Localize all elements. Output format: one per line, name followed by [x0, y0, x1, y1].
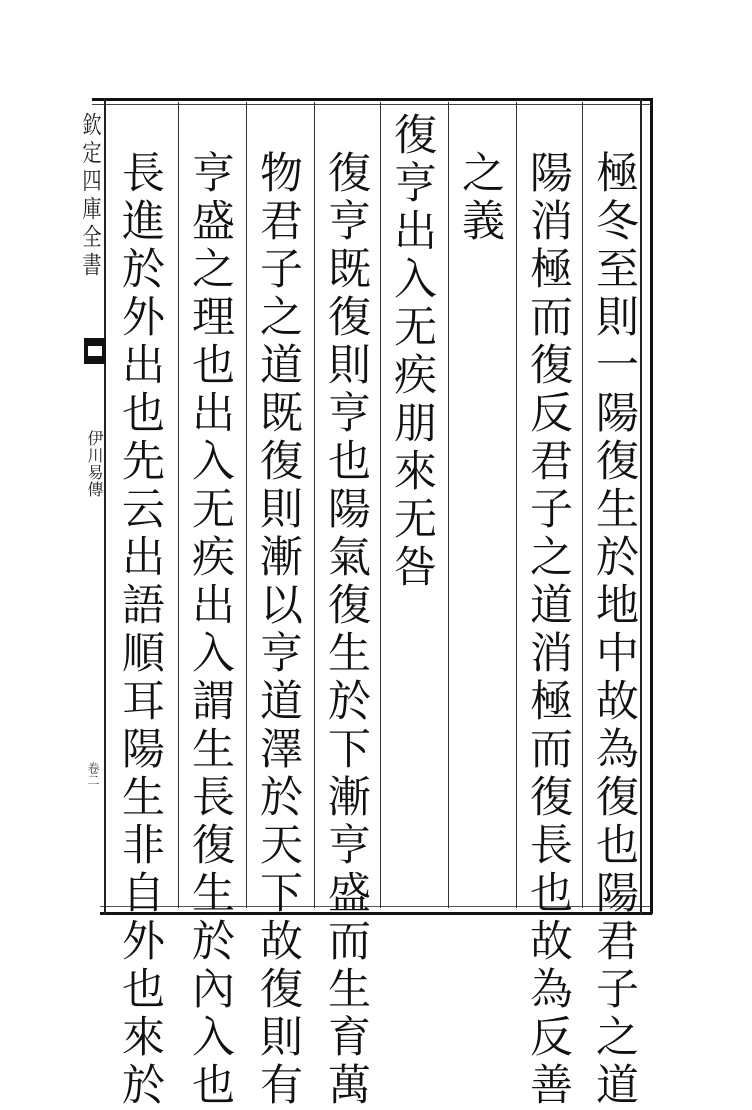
spine-volume-label: 卷二 [86, 762, 100, 786]
column-divider [314, 102, 315, 908]
column-divider [516, 102, 517, 908]
text-column-3: 之義 [455, 150, 505, 246]
top-border-rule [92, 98, 652, 101]
right-border-inner-rule [640, 98, 642, 914]
text-column-7: 亨盛之理也出入无疾出入謂生長復生於內入也 [185, 150, 235, 1110]
text-column-2: 陽消極而復反君子之道消極而復長也故為反善 [523, 150, 573, 1110]
column-divider [380, 102, 381, 908]
text-column-8: 長進於外出也先云出語順耳陽生非自外也來於 [115, 150, 165, 1110]
text-column-5: 復亨既復則亨也陽氣復生於下漸亨盛而生育萬 [321, 150, 371, 1110]
column-divider [582, 102, 583, 908]
text-column-6: 物君子之道既復則漸以亨道澤於天下故復則有 [253, 150, 303, 1110]
top-border-inner-rule [92, 104, 652, 105]
spine-collection-title: 欽定四庫全書 [78, 112, 102, 280]
spine-border-rule [104, 98, 106, 914]
column-divider [246, 102, 247, 908]
fish-tail-mark [84, 338, 106, 364]
spine-book-title: 伊川易傳 [85, 430, 104, 498]
column-divider [448, 102, 449, 908]
right-border-rule [650, 98, 653, 914]
text-column-4-heading: 復亨出入无疾朋來无咎 [387, 112, 437, 592]
text-column-1: 極冬至則一陽復生於地中故為復也陽君子之道 [589, 150, 639, 1110]
column-divider [178, 102, 179, 908]
